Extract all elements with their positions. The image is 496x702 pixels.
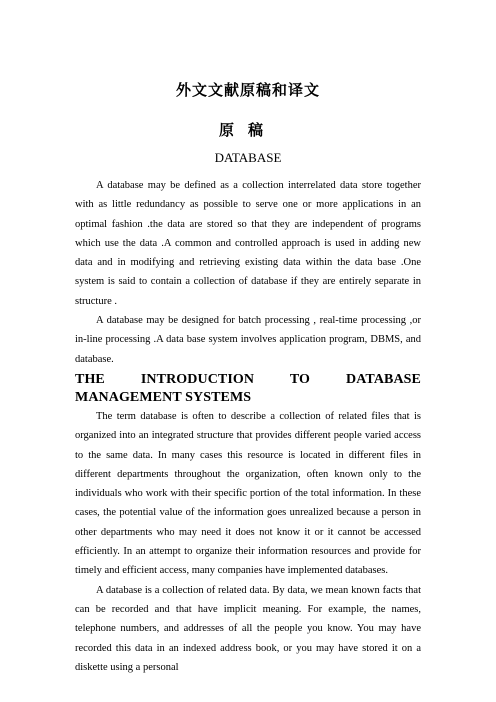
section-title: 原稿: [218, 121, 277, 139]
paragraph: A database may be defined as a collection interrelated data store together with as little redundancy as possible to serve one or more applications in an optimal fashion .the data are stored so that they are independent of programs which use the data .A common and controlled approach is used in adding new data and in modifying and retrieving existing data within the data base .One system is said to contain a collection of database if they are entirely separate in structure .: [75, 180, 421, 307]
document-body: [75, 176, 421, 677]
section-subheading: THE INTRODUCTION TO DATABASE MANAGEMENT SYSTEMS: [75, 371, 421, 405]
article-heading: DATABASE: [214, 150, 282, 165]
paragraph: A database is a collection of related data. By data, we mean known facts that can be recorded and that have implicit meaning. For example, the names, telephone numbers, and addresses of all the people you know. You may have recorded this data in an indexed address book, or you may have stored it on a diskette using a personal: [75, 584, 421, 673]
paragraph: A database may be designed for batch processing , real-time processing ,or in-line processing .A data base system involves application program, DBMS, and database.: [75, 315, 421, 365]
paragraph: The term database is often to describe a collection of related files that is organized into an integrated structure that provides different people varied access to the same data. In many cases this resource is located in different files in different departments throughout the organization, often known only to the individuals who work with their specific portion of the total information. In these cases, the potential value of the information goes unrealized because a person in other departments who may need it does not know it or it cannot be accessed efficiently. In an attempt to organize their information resources and provide for timely and efficient access, many companies have implemented databases.: [75, 410, 421, 577]
document-title: 外文文献原稿和译文: [175, 81, 320, 99]
